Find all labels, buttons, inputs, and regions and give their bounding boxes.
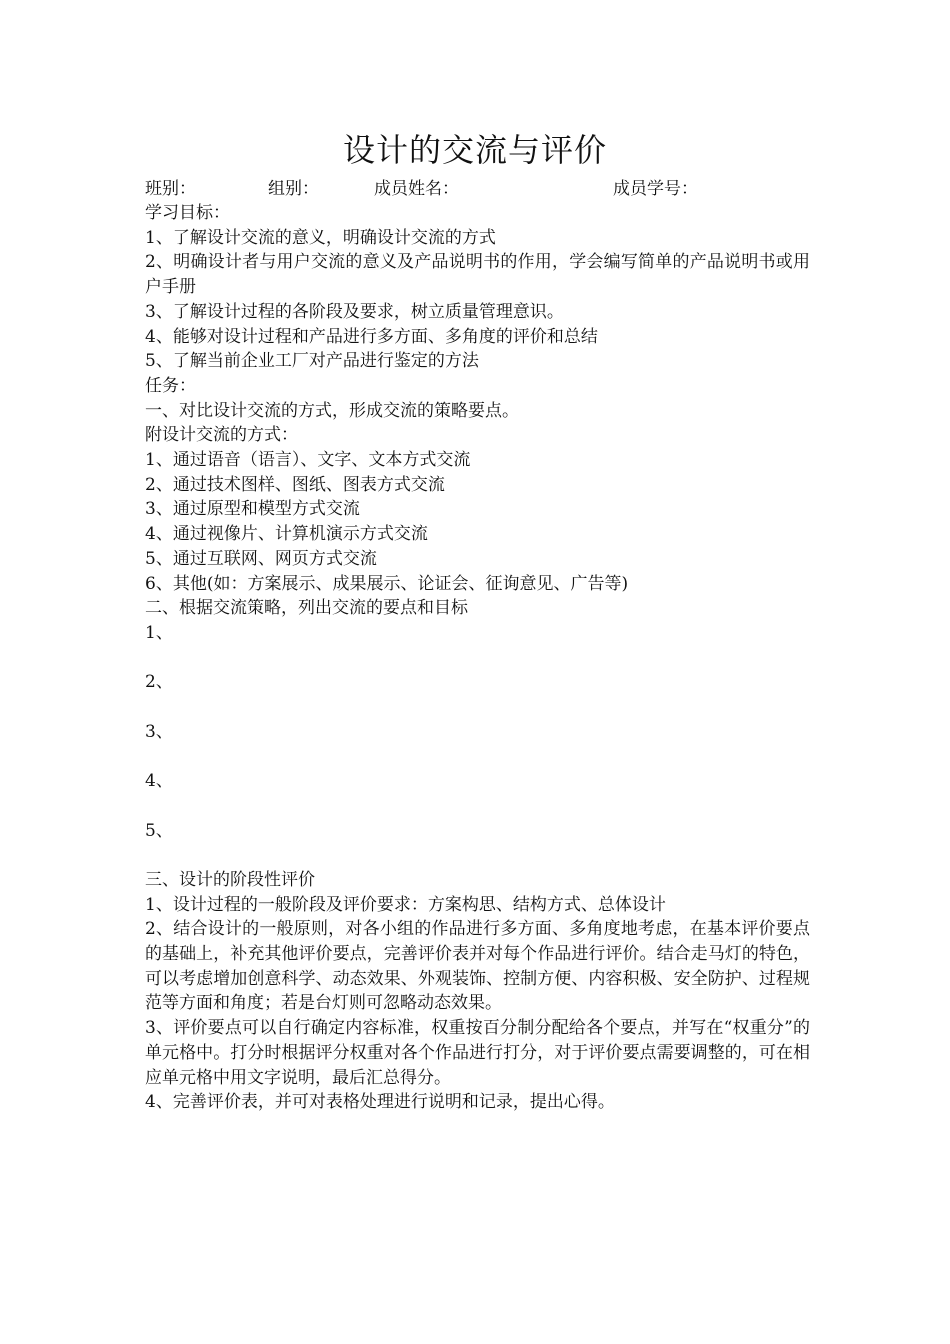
method-item: 2、通过技术图样、图纸、图表方式交流 [145,474,445,495]
tasks-heading: 任务： [145,375,196,396]
method-item: 5、通过互联网、网页方式交流 [145,548,377,569]
task-one: 一、对比设计交流的方式，形成交流的策略要点。 [145,400,519,421]
student-ids-label: 成员学号： [613,179,698,199]
blank-answer-item: 5、 [145,820,173,841]
objectives-heading: 学习目标： [145,203,230,223]
document-body [145,201,810,1115]
appendix-heading: 附设计交流的方式： [145,425,298,446]
group-label: 组别： [268,179,319,199]
evaluation-item: 4、完善评价表，并可对表格处理进行说明和记录，提出心得。 [145,1092,615,1113]
members-label: 成员姓名： [374,179,459,199]
objective-item: 1、了解设计交流的意义，明确设计交流的方式 [145,227,496,248]
task-three: 三、设计的阶段性评价 [145,869,315,890]
document-title: 设计的交流与评价 [342,131,607,169]
blank-answer-item: 4、 [145,771,173,792]
method-item: 1、通过语音（语言）、文字、文本方式交流 [145,450,471,471]
evaluation-item: 3、评价要点可以自行确定内容标准，权重按百分制分配给各个要点，并写在“权重分”的单元格中。打分时根据评分权重对各个作品进行打分，对于评价要点需要调整的，可在相应单元格中用文字说明，最后汇总得分。 [145,1018,810,1088]
blank-answer-item: 3、 [145,721,173,742]
blank-answer-item: 1、 [145,622,173,643]
blank-answer-item: 2、 [145,672,173,693]
class-label: 班别： [145,179,196,199]
method-item: 3、通过原型和模型方式交流 [145,499,360,520]
method-item: 4、通过视像片、计算机演示方式交流 [145,524,428,545]
evaluation-item: 1、设计过程的一般阶段及评价要求：方案构思、结构方式、总体设计 [145,894,666,915]
method-item: 6、其他(如：方案展示、成果展示、论证会、征询意见、广告等) [145,573,629,594]
objective-item: 5、了解当前企业工厂对产品进行鉴定的方法 [145,351,479,372]
evaluation-item: 2、结合设计的一般原则，对各小组的作品进行多方面、多角度地考虑，在基本评价要点的基础上，补充其他评价要点，完善评价表并对每个作品进行评价。结合走马灯的特色，可以考虑增加创意科学、动态效果、外观装饰、控制方便、内容积极、安全防护、过程规范等方面和角度；若是台灯则可忽略动态效果。 [145,919,810,1014]
objective-item: 2、明确设计者与用户交流的意义及产品说明书的作用，学会编写简单的产品说明书或用户手册 [145,252,810,298]
objective-item: 3、了解设计过程的各阶段及要求，树立质量管理意识。 [145,301,564,322]
task-two: 二、根据交流策略，列出交流的要点和目标 [145,598,468,619]
objective-item: 4、能够对设计过程和产品进行多方面、多角度的评价和总结 [145,326,598,347]
header-fields [145,176,805,202]
